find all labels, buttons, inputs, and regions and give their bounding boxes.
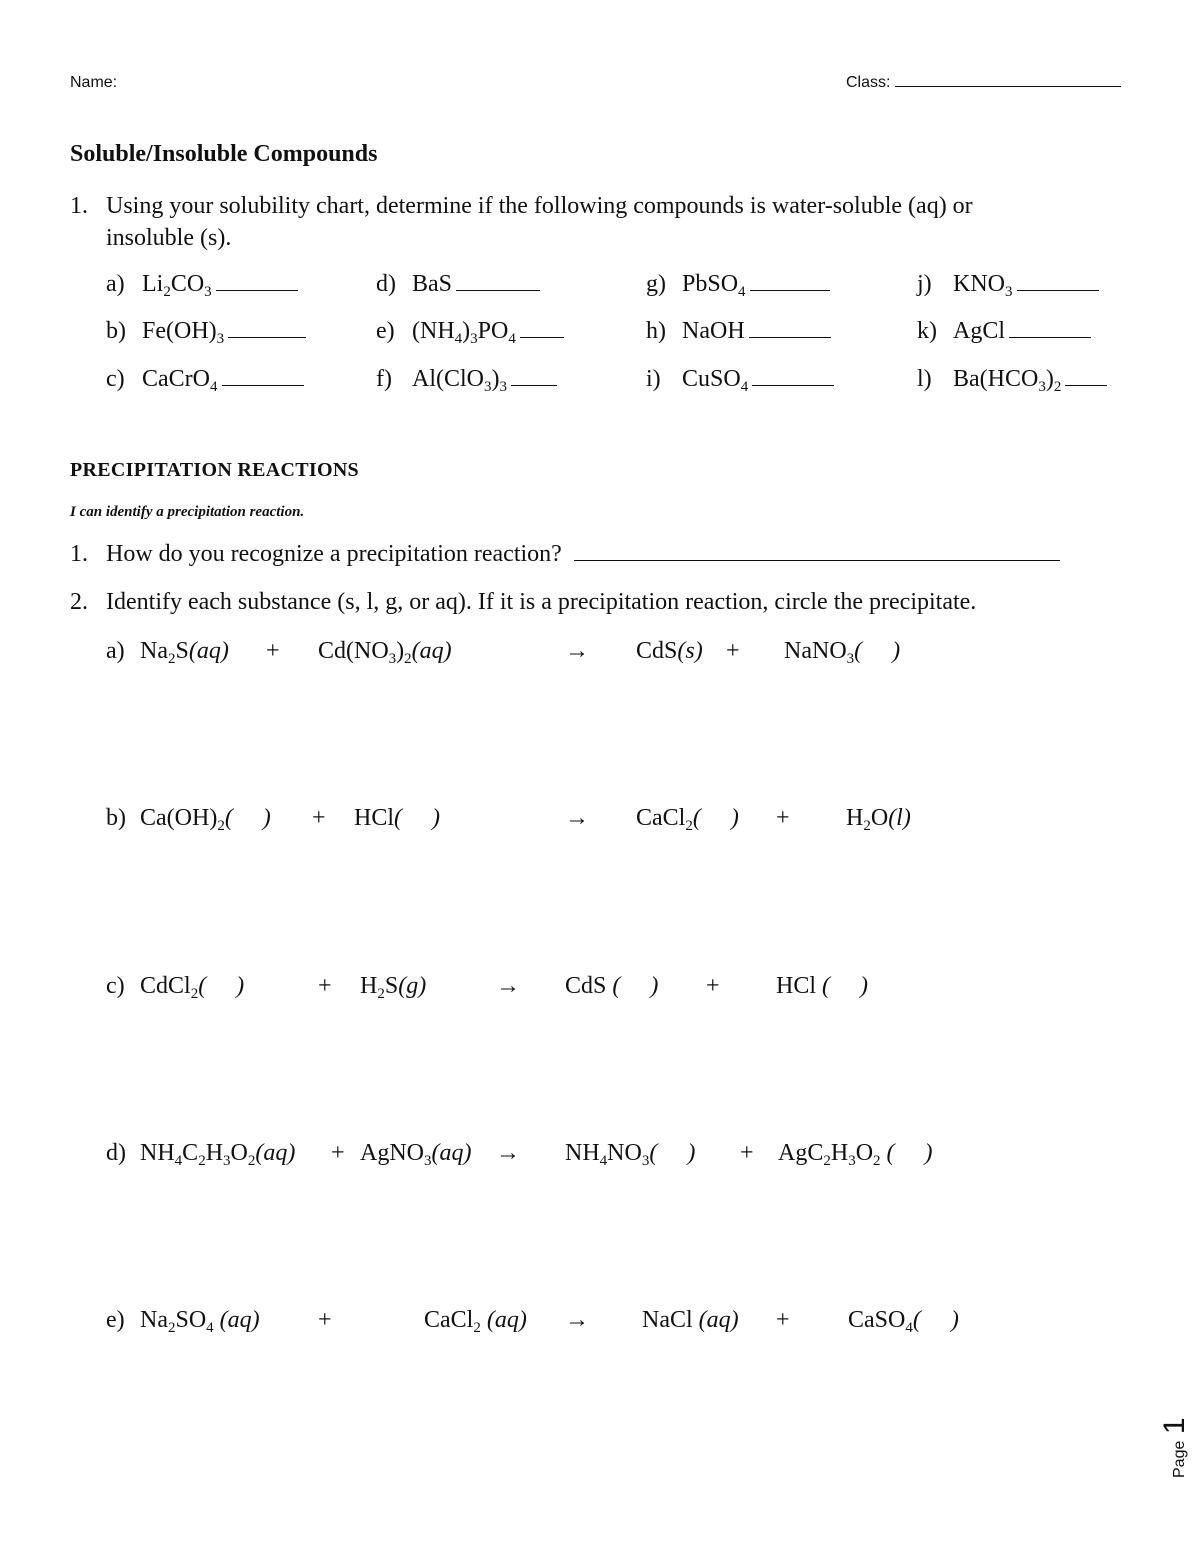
reactant-1 [140, 638, 229, 665]
answer-blank[interactable] [750, 290, 830, 291]
formula-subscript: 2 [167, 651, 176, 667]
formula-subscript: 4 [740, 379, 749, 395]
state-symbol[interactable]: ( ) [822, 973, 868, 999]
formula-subscript: 4 [508, 331, 516, 347]
answer-blank[interactable] [749, 337, 831, 338]
reaction-label: a) [106, 638, 125, 664]
formula-text: NaNO [784, 638, 847, 664]
formula-text: CdCl [140, 973, 191, 999]
compound-label: f) [376, 366, 392, 392]
formula-subscript: 3 [216, 331, 225, 347]
state-symbol[interactable]: (l) [888, 805, 911, 831]
formula-text: O [230, 1140, 248, 1166]
state-symbol[interactable]: ( ) [912, 1307, 959, 1333]
product-2 [778, 1140, 933, 1167]
formula-text: ) [1045, 366, 1054, 392]
product-1 [565, 973, 658, 1000]
class-blank[interactable] [895, 86, 1121, 87]
state-symbol[interactable]: ( ) [224, 805, 271, 831]
state-symbol[interactable]: ( ) [886, 1140, 933, 1166]
formula-text: CaCl [424, 1307, 474, 1333]
formula-text: Al(ClO [412, 366, 484, 392]
formula-text: SO [175, 1307, 207, 1333]
formula-subscript: 3 [848, 1153, 856, 1169]
answer-blank[interactable] [222, 385, 304, 386]
product-1 [642, 1307, 739, 1334]
formula-subscript: 3 [1005, 284, 1013, 300]
state-symbol[interactable]: (g) [398, 973, 427, 999]
formula-text: C [182, 1140, 199, 1166]
plus-sign: + [318, 973, 332, 999]
formula-text: PO [477, 318, 509, 344]
product-1 [565, 1140, 695, 1167]
section-title-soluble: Soluble/Insoluble Compounds [70, 141, 378, 167]
formula-text: CaCl [636, 805, 686, 831]
state-symbol[interactable]: (aq) [486, 1307, 527, 1333]
reactant-2 [360, 1140, 471, 1167]
formula-subscript: 4 [599, 1153, 608, 1169]
state-symbol[interactable]: (aq) [411, 638, 452, 664]
formula-text: CuSO [682, 366, 741, 392]
state-symbol[interactable]: (aq) [219, 1307, 260, 1333]
compound-item [917, 271, 1099, 298]
answer-blank[interactable] [228, 337, 306, 338]
section-title-precipitation: PRECIPITATION REACTIONS [70, 459, 359, 481]
formula-text: H [846, 805, 864, 831]
product-1 [636, 638, 703, 665]
formula-subscript: 3 [424, 1153, 432, 1169]
answer-blank[interactable] [574, 560, 1060, 561]
reactant-1 [140, 973, 244, 1000]
reactant-2 [318, 638, 452, 665]
formula-text: ) [396, 638, 405, 664]
formula-text: CaCrO [142, 366, 210, 392]
reactant-2 [424, 1307, 527, 1334]
compound-label: h) [646, 318, 666, 344]
compound-formula [412, 366, 507, 395]
answer-blank[interactable] [511, 385, 557, 386]
formula-text: Fe(OH) [142, 318, 217, 344]
reactant-1 [140, 805, 271, 832]
formula-text: Li [142, 271, 164, 297]
learning-objective: I can identify a precipitation reaction. [70, 504, 305, 520]
plus-sign: + [331, 1140, 345, 1166]
reaction-label: b) [106, 805, 126, 831]
reaction-arrow: → [496, 973, 520, 999]
compound-formula [412, 271, 452, 297]
class-label: Class: [846, 74, 891, 91]
formula-text: AgCl [953, 318, 1006, 344]
formula-text: BaS [412, 271, 453, 297]
answer-blank[interactable] [1017, 290, 1099, 291]
formula-subscript: 2 [247, 1153, 256, 1169]
state-symbol[interactable]: ( ) [854, 638, 901, 664]
formula-text: HCl [776, 973, 823, 999]
formula-subscript: 2 [1053, 379, 1062, 395]
page-word: Page [1171, 1440, 1188, 1478]
formula-subscript: 3 [388, 651, 397, 667]
formula-text: ) [462, 318, 471, 344]
name-label: Name: [70, 74, 118, 91]
formula-text: H [205, 1140, 224, 1166]
compound-item [106, 318, 306, 345]
compound-label: e) [376, 318, 395, 344]
reaction-label: d) [106, 1140, 126, 1166]
product-2 [846, 805, 911, 832]
reaction-arrow: → [565, 805, 589, 831]
formula-subscript: 2 [873, 1153, 881, 1169]
reactant-2 [354, 805, 440, 832]
formula-text: H [360, 973, 378, 999]
formula-text: NaCl [642, 1307, 699, 1333]
compound-item [376, 366, 557, 393]
state-symbol[interactable]: ( ) [649, 1140, 696, 1166]
precip-question-2-text: Identify each substance (s, l, g, or aq). If it is a precipitation reaction, circle the precipitate. [106, 589, 977, 615]
formula-text: HCl [354, 805, 395, 831]
question-number: 1. [70, 541, 88, 567]
state-symbol[interactable]: (aq) [255, 1140, 296, 1166]
formula-subscript: 2 [685, 818, 693, 834]
plus-sign: + [318, 1307, 332, 1333]
state-symbol[interactable]: ( ) [612, 973, 659, 999]
reaction-label: e) [106, 1307, 125, 1333]
reaction-arrow: → [565, 1307, 589, 1333]
state-symbol[interactable]: ( ) [198, 973, 245, 999]
formula-text: PbSO [682, 271, 739, 297]
formula-subscript: 3 [484, 379, 492, 395]
formula-subscript: 4 [454, 331, 463, 347]
formula-text: KNO [953, 271, 1005, 297]
plus-sign: + [776, 805, 790, 831]
formula-text: Na [140, 638, 168, 664]
formula-subscript: 4 [905, 1320, 913, 1336]
formula-text: NaOH [682, 318, 745, 344]
formula-text: AgNO [360, 1140, 424, 1166]
formula-text: AgC [778, 1140, 824, 1166]
compound-formula [682, 318, 745, 344]
reactant-1 [140, 1307, 260, 1334]
compound-formula [953, 318, 1005, 344]
precip-question-1-text: How do you recognize a precipitation reaction? [106, 541, 562, 567]
formula-text: CdS [636, 638, 678, 664]
formula-text: Ca(OH) [140, 805, 218, 831]
compound-item [917, 318, 1091, 345]
formula-subscript: 2 [167, 1320, 176, 1336]
product-1 [636, 805, 739, 832]
answer-blank[interactable] [216, 290, 298, 291]
reaction-arrow: → [496, 1140, 520, 1166]
compound-label: c) [106, 366, 125, 392]
formula-text: H [830, 1140, 849, 1166]
question-1-line-2: insoluble (s). [106, 225, 232, 251]
formula-subscript: 2 [198, 1153, 206, 1169]
formula-text: CO [170, 271, 205, 297]
formula-text: NH [140, 1140, 175, 1166]
formula-text: CaSO [848, 1307, 906, 1333]
compound-formula [682, 366, 749, 395]
formula-text: Cd(NO [318, 638, 389, 664]
compound-item [646, 318, 831, 345]
plus-sign: + [740, 1140, 754, 1166]
compound-label: d) [376, 271, 396, 297]
compound-formula [682, 271, 746, 300]
compound-formula [953, 271, 1013, 300]
answer-blank[interactable] [456, 290, 540, 291]
formula-text: Ba(HCO [953, 366, 1039, 392]
plus-sign: + [706, 973, 720, 999]
formula-subscript: 2 [823, 1153, 831, 1169]
compound-item [376, 318, 564, 345]
formula-subscript: 3 [1038, 379, 1046, 395]
formula-text: Na [140, 1307, 168, 1333]
state-symbol[interactable]: ( ) [692, 805, 739, 831]
compound-label: g) [646, 271, 666, 297]
formula-subscript: 2 [163, 284, 171, 300]
formula-subscript: 2 [473, 1320, 481, 1336]
formula-subscript: 4 [738, 284, 746, 300]
compound-label: a) [106, 271, 125, 297]
plus-sign: + [726, 638, 740, 664]
compound-label: j) [917, 271, 932, 297]
formula-text: S [384, 973, 399, 999]
question-1-text [70, 193, 973, 220]
plus-sign: + [312, 805, 326, 831]
formula-text: ) [491, 366, 500, 392]
product-2 [784, 638, 900, 665]
answer-blank[interactable] [1065, 385, 1107, 386]
formula-subscript: 3 [641, 1153, 650, 1169]
compound-label: b) [106, 318, 126, 344]
state-symbol[interactable]: (aq) [698, 1307, 739, 1333]
product-2 [776, 973, 868, 1000]
compound-item [106, 366, 304, 393]
answer-blank[interactable] [520, 337, 564, 338]
formula-subscript: 2 [217, 818, 225, 834]
question-1-line-1: Using your solubility chart, determine if the following compounds is water-soluble (aq) or [106, 193, 973, 219]
state-symbol[interactable]: (aq) [431, 1140, 472, 1166]
product-2 [848, 1307, 959, 1334]
formula-subscript: 4 [210, 379, 218, 395]
compound-label: l) [917, 366, 932, 392]
reactant-1 [140, 1140, 295, 1167]
formula-subscript: 2 [863, 818, 871, 834]
formula-text: (NH [412, 318, 455, 344]
compound-item [646, 271, 830, 298]
reactant-2 [360, 973, 426, 1000]
formula-subscript: 2 [404, 651, 412, 667]
compound-item [646, 366, 834, 393]
formula-subscript: 4 [174, 1153, 183, 1169]
compound-label: k) [917, 318, 937, 344]
reaction-label: c) [106, 973, 125, 999]
compound-item [376, 271, 540, 298]
question-number: 2. [70, 589, 88, 615]
precip-question-1 [70, 541, 1060, 568]
formula-subscript: 3 [470, 331, 478, 347]
formula-text: O [855, 1140, 874, 1166]
formula-text: CdS [565, 973, 613, 999]
formula-subscript: 3 [499, 379, 507, 395]
formula-subscript: 2 [377, 986, 385, 1002]
formula-subscript: 3 [846, 651, 855, 667]
formula-subscript: 3 [204, 284, 212, 300]
formula-subscript: 2 [190, 986, 199, 1002]
compound-formula [142, 366, 218, 395]
class-field [846, 74, 1121, 92]
answer-blank[interactable] [752, 385, 834, 386]
compound-formula [412, 318, 516, 347]
precip-question-2 [70, 589, 976, 616]
plus-sign: + [266, 638, 280, 664]
formula-text: S [175, 638, 189, 664]
compound-formula [953, 366, 1062, 395]
formula-subscript: 3 [223, 1153, 231, 1169]
plus-sign: + [776, 1307, 790, 1333]
page-number: 1 [1158, 1417, 1191, 1435]
compound-formula [142, 318, 225, 347]
formula-text: NH [565, 1140, 600, 1166]
compound-item [917, 366, 1107, 393]
answer-blank[interactable] [1009, 337, 1091, 338]
state-symbol[interactable]: (aq) [188, 638, 229, 664]
compound-item [106, 271, 298, 298]
state-symbol[interactable]: ( ) [394, 805, 440, 831]
question-number: 1. [70, 193, 88, 219]
formula-subscript: 4 [206, 1320, 214, 1336]
formula-text: O [870, 805, 889, 831]
state-symbol[interactable]: (s) [677, 638, 703, 664]
compound-formula [142, 271, 212, 300]
compound-label: i) [646, 366, 661, 392]
reaction-arrow: → [565, 638, 589, 664]
formula-text: NO [607, 1140, 642, 1166]
